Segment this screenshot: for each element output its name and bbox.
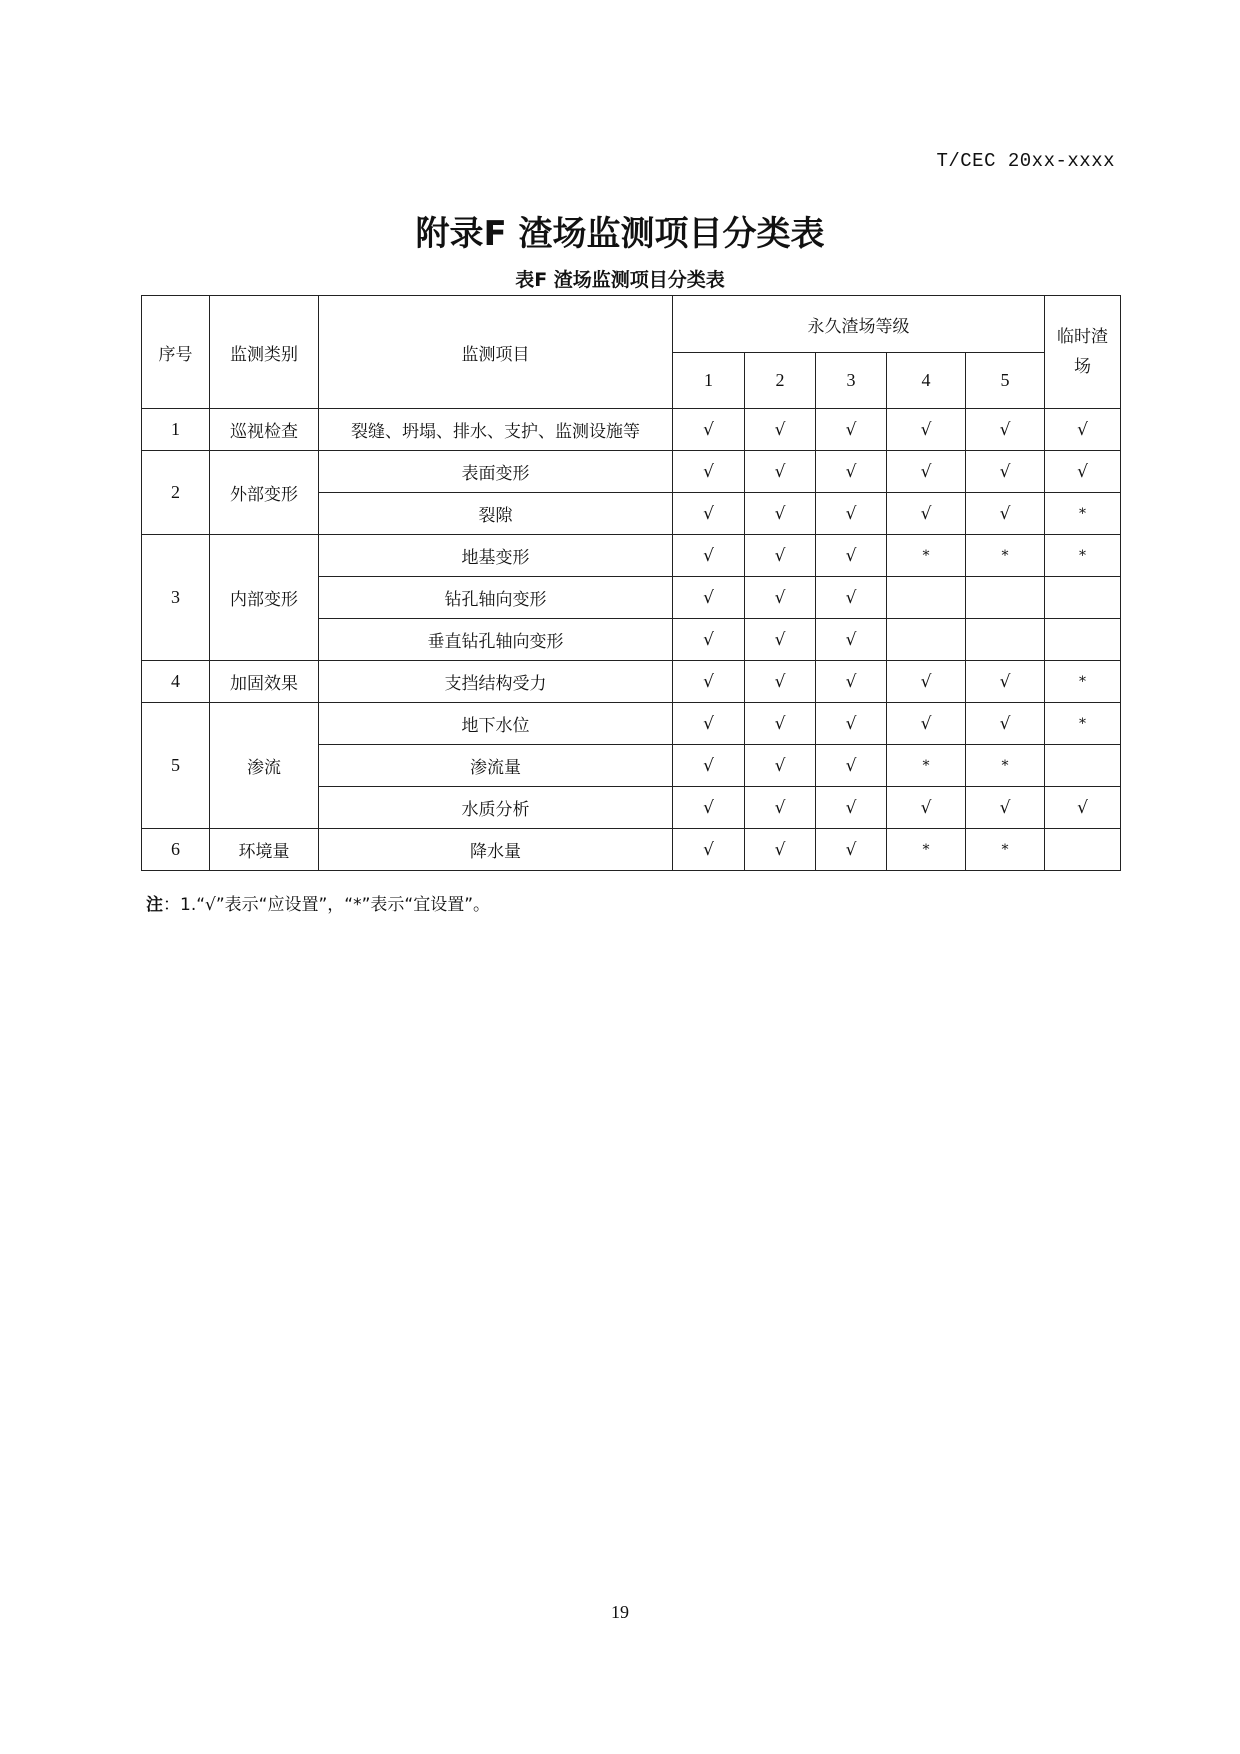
temporary-mark: *	[1045, 535, 1121, 577]
grade-4-mark	[887, 577, 966, 619]
row-item: 裂缝、坍塌、排水、支护、监测设施等	[319, 409, 673, 451]
grade-5-mark: √	[966, 493, 1045, 535]
grade-2-mark: √	[745, 409, 816, 451]
note-text: ：1.“√”表示“应设置”，“*”表示“宜设置”。	[163, 895, 491, 915]
grade-5-mark: √	[966, 703, 1045, 745]
grade-2-mark: √	[745, 745, 816, 787]
grade-1-mark: √	[673, 745, 745, 787]
grade-2-mark: √	[745, 451, 816, 493]
temporary-mark: √	[1045, 409, 1121, 451]
grade-1-mark: √	[673, 661, 745, 703]
row-item: 渗流量	[319, 745, 673, 787]
row-seq: 3	[142, 535, 210, 661]
grade-3-mark: √	[816, 577, 887, 619]
table-row	[142, 703, 1121, 745]
row-item: 垂直钻孔轴向变形	[319, 619, 673, 661]
grade-5-mark	[966, 577, 1045, 619]
grade-4-mark: *	[887, 745, 966, 787]
row-item: 表面变形	[319, 451, 673, 493]
row-category: 巡视检查	[210, 409, 319, 451]
header-permanent: 永久渣场等级	[673, 296, 1045, 353]
temporary-mark: *	[1045, 703, 1121, 745]
row-category: 外部变形	[210, 451, 319, 535]
grade-2-mark: √	[745, 703, 816, 745]
row-item: 地基变形	[319, 535, 673, 577]
grade-3-mark: √	[816, 619, 887, 661]
grade-2-mark: √	[745, 535, 816, 577]
row-seq: 5	[142, 703, 210, 829]
row-category: 加固效果	[210, 661, 319, 703]
grade-5-mark: √	[966, 661, 1045, 703]
table-row	[142, 829, 1121, 871]
grade-2-mark: √	[745, 661, 816, 703]
grade-4-mark: √	[887, 661, 966, 703]
grade-4-mark: *	[887, 535, 966, 577]
grade-3-mark: √	[816, 745, 887, 787]
page-number: 19	[611, 1602, 629, 1622]
document-code: T/CEC 20xx-xxxx	[936, 150, 1115, 172]
temporary-mark	[1045, 829, 1121, 871]
header-item: 监测项目	[319, 296, 673, 409]
header-grade-3: 3	[816, 353, 887, 409]
table-row	[142, 409, 1121, 451]
temporary-mark	[1045, 745, 1121, 787]
temporary-mark: √	[1045, 787, 1121, 829]
row-seq: 6	[142, 829, 210, 871]
temporary-mark: *	[1045, 493, 1121, 535]
header-grade-1: 1	[673, 353, 745, 409]
grade-4-mark: √	[887, 703, 966, 745]
header-seq: 序号	[142, 296, 210, 409]
table-row	[142, 535, 1121, 577]
grade-3-mark: √	[816, 703, 887, 745]
table-row	[142, 451, 1121, 493]
grade-1-mark: √	[673, 493, 745, 535]
row-category: 环境量	[210, 829, 319, 871]
header-temporary: 临时渣场	[1045, 296, 1121, 409]
grade-5-mark: *	[966, 745, 1045, 787]
temporary-mark: √	[1045, 451, 1121, 493]
temporary-mark	[1045, 577, 1121, 619]
grade-4-mark	[887, 619, 966, 661]
grade-5-mark: √	[966, 451, 1045, 493]
row-item: 地下水位	[319, 703, 673, 745]
temporary-mark: *	[1045, 661, 1121, 703]
header-grade-2: 2	[745, 353, 816, 409]
grade-1-mark: √	[673, 577, 745, 619]
row-category: 渗流	[210, 703, 319, 829]
grade-2-mark: √	[745, 577, 816, 619]
grade-4-mark: √	[887, 451, 966, 493]
grade-1-mark: √	[673, 409, 745, 451]
grade-4-mark: √	[887, 409, 966, 451]
monitoring-table	[141, 295, 1121, 871]
grade-3-mark: √	[816, 787, 887, 829]
row-item: 降水量	[319, 829, 673, 871]
row-item: 水质分析	[319, 787, 673, 829]
row-item: 裂隙	[319, 493, 673, 535]
grade-1-mark: √	[673, 535, 745, 577]
grade-1-mark: √	[673, 619, 745, 661]
header-grade-4: 4	[887, 353, 966, 409]
row-seq: 4	[142, 661, 210, 703]
row-item: 钻孔轴向变形	[319, 577, 673, 619]
grade-3-mark: √	[816, 409, 887, 451]
grade-2-mark: √	[745, 787, 816, 829]
grade-3-mark: √	[816, 535, 887, 577]
grade-2-mark: √	[745, 493, 816, 535]
table-note	[146, 890, 490, 915]
grade-5-mark: *	[966, 829, 1045, 871]
grade-5-mark: *	[966, 535, 1045, 577]
grade-4-mark: √	[887, 493, 966, 535]
grade-3-mark: √	[816, 493, 887, 535]
grade-2-mark: √	[745, 619, 816, 661]
grade-3-mark: √	[816, 829, 887, 871]
grade-4-mark: *	[887, 829, 966, 871]
table-caption: 表F 渣场监测项目分类表	[515, 269, 725, 291]
grade-3-mark: √	[816, 661, 887, 703]
grade-2-mark: √	[745, 829, 816, 871]
appendix-title: 附录F 渣场监测项目分类表	[415, 214, 825, 254]
temporary-mark	[1045, 619, 1121, 661]
row-category: 内部变形	[210, 535, 319, 661]
grade-5-mark: √	[966, 787, 1045, 829]
row-seq: 1	[142, 409, 210, 451]
note-label: 注	[146, 895, 163, 915]
grade-1-mark: √	[673, 703, 745, 745]
row-seq: 2	[142, 451, 210, 535]
row-item: 支挡结构受力	[319, 661, 673, 703]
grade-4-mark: √	[887, 787, 966, 829]
grade-1-mark: √	[673, 829, 745, 871]
grade-1-mark: √	[673, 787, 745, 829]
grade-3-mark: √	[816, 451, 887, 493]
header-grade-5: 5	[966, 353, 1045, 409]
grade-5-mark: √	[966, 409, 1045, 451]
table-row	[142, 661, 1121, 703]
header-category: 监测类别	[210, 296, 319, 409]
grade-1-mark: √	[673, 451, 745, 493]
grade-5-mark	[966, 619, 1045, 661]
